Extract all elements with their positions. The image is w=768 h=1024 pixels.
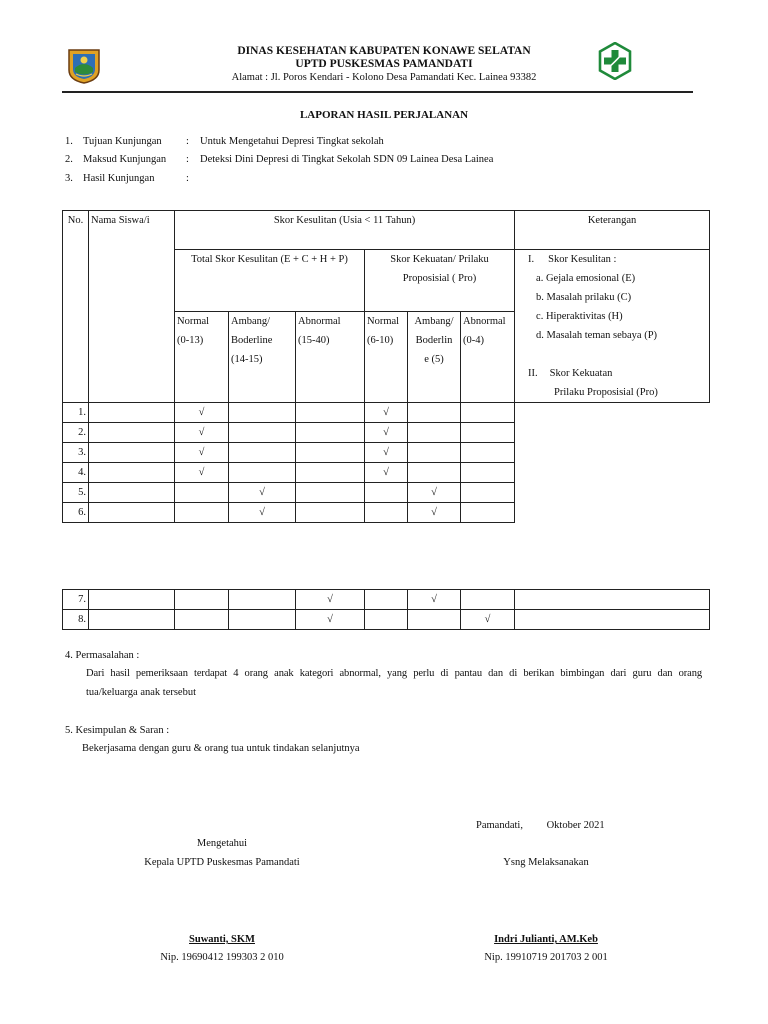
problem-text-line2: tua/keluarga anak tersebut bbox=[86, 687, 197, 698]
problem-label: 4. Permasalahan : bbox=[65, 650, 140, 661]
col-name-header: Nama Siswa/i bbox=[89, 211, 175, 403]
empty-cell bbox=[229, 423, 296, 443]
table-row bbox=[63, 483, 710, 503]
ambang-2-header: Ambang/ Boderlin e (5) bbox=[408, 311, 461, 403]
item-sep: : bbox=[186, 173, 189, 184]
row-number: 5. bbox=[63, 483, 89, 503]
keterangan-empty-cell bbox=[515, 610, 710, 630]
checkmark-cell: √ bbox=[408, 590, 461, 610]
problem-text-line1: Dari hasil pemeriksaan terdapat 4 orang anak kategori abnormal, yang perlu di pantau dan di berikan bimbingan dari guru dan orang bbox=[86, 668, 702, 679]
sign-left-title1: Mengetahui bbox=[196, 838, 248, 849]
kekuatan-header-line1: Skor Kekuatan/ Prilaku bbox=[390, 254, 489, 265]
item-label: Tujuan Kunjungan bbox=[83, 136, 162, 147]
ambang-1-header: Ambang/ Boderline (14-15) bbox=[229, 311, 296, 403]
empty-cell bbox=[296, 403, 365, 423]
checkmark-cell: √ bbox=[229, 483, 296, 503]
empty-cell bbox=[365, 610, 408, 630]
ket-no-1: I. bbox=[528, 254, 535, 265]
result-table-continued bbox=[62, 589, 710, 630]
sign-right-nip: Nip. 19910719 201703 2 001 bbox=[484, 952, 608, 963]
checkmark-cell: √ bbox=[175, 403, 229, 423]
ket-b: b. Masalah prilaku (C) bbox=[536, 292, 632, 303]
letterhead-divider bbox=[62, 91, 693, 93]
conclusion-label: 5. Kesimpulan & Saran : bbox=[65, 725, 170, 736]
col-keterangan-header: Keterangan bbox=[515, 211, 710, 250]
checkmark-cell: √ bbox=[175, 423, 229, 443]
item-sep: : bbox=[186, 136, 189, 147]
sign-left-nip: Nip. 19690412 199303 2 010 bbox=[160, 952, 284, 963]
place-date: Pamandati, Oktober 2021 bbox=[476, 820, 605, 831]
sign-right-title: Ysng Melaksanakan bbox=[503, 857, 589, 868]
table-row bbox=[63, 610, 710, 630]
item-no: 3. bbox=[65, 173, 73, 184]
table-row bbox=[63, 423, 710, 443]
empty-cell bbox=[296, 443, 365, 463]
student-name-cell bbox=[89, 423, 175, 443]
empty-cell bbox=[296, 463, 365, 483]
abnormal-1-header: Abnormal (15-40) bbox=[296, 311, 365, 403]
checkmark-cell: √ bbox=[296, 610, 365, 630]
keterangan-empty-cell bbox=[515, 590, 710, 610]
checkmark-cell: √ bbox=[365, 443, 408, 463]
student-name-cell bbox=[89, 463, 175, 483]
sign-left-title2: Kepala UPTD Puskesmas Pamandati bbox=[144, 857, 300, 868]
empty-cell bbox=[296, 483, 365, 503]
row-number: 1. bbox=[63, 403, 89, 423]
empty-cell bbox=[175, 590, 229, 610]
row-number: 7. bbox=[63, 590, 89, 610]
sign-left-name: Suwanti, SKM bbox=[189, 934, 255, 945]
empty-cell bbox=[175, 503, 229, 523]
ket-skor-kesulitan: Skor Kesulitan : bbox=[548, 254, 617, 265]
empty-cell bbox=[365, 590, 408, 610]
empty-cell bbox=[229, 590, 296, 610]
checkmark-cell: √ bbox=[296, 590, 365, 610]
address: Alamat : Jl. Poros Kendari - Kolono Desa Pamandati Kec. Lainea 93382 bbox=[231, 72, 537, 83]
col-skor-header: Skor Kesulitan (Usia < 11 Tahun) bbox=[175, 211, 515, 250]
empty-cell bbox=[365, 483, 408, 503]
unit-name: UPTD PUSKESMAS PAMANDATI bbox=[295, 58, 473, 70]
empty-cell bbox=[229, 610, 296, 630]
table-row bbox=[63, 590, 710, 610]
normal-2-header: Normal (6-10) bbox=[365, 311, 408, 403]
empty-cell bbox=[461, 590, 515, 610]
student-name-cell bbox=[89, 483, 175, 503]
abnormal-2-header: Abnormal (0-4) bbox=[461, 311, 515, 403]
agency-name: DINAS KESEHATAN KABUPATEN KONAWE SELATAN bbox=[237, 45, 531, 57]
row-number: 3. bbox=[63, 443, 89, 463]
empty-cell bbox=[175, 483, 229, 503]
checkmark-cell: √ bbox=[365, 463, 408, 483]
empty-cell bbox=[461, 503, 515, 523]
empty-cell bbox=[461, 403, 515, 423]
empty-cell bbox=[408, 610, 461, 630]
checkmark-cell: √ bbox=[175, 463, 229, 483]
empty-cell bbox=[408, 443, 461, 463]
empty-cell bbox=[229, 443, 296, 463]
table-row bbox=[63, 463, 710, 483]
ket-no-2: II. bbox=[528, 368, 538, 379]
empty-cell bbox=[296, 503, 365, 523]
item-label: Maksud Kunjungan bbox=[83, 154, 167, 165]
checkmark-cell: √ bbox=[461, 610, 515, 630]
empty-cell bbox=[461, 483, 515, 503]
student-name-cell bbox=[89, 503, 175, 523]
checkmark-cell: √ bbox=[175, 443, 229, 463]
result-table bbox=[62, 210, 710, 523]
empty-cell bbox=[408, 463, 461, 483]
ket-prilaku: Prilaku Proposisial (Pro) bbox=[554, 387, 658, 398]
checkmark-cell: √ bbox=[408, 503, 461, 523]
checkmark-cell: √ bbox=[365, 423, 408, 443]
row-number: 2. bbox=[63, 423, 89, 443]
conclusion-text: Bekerjasama dengan guru & orang tua untuk tindakan selanjutnya bbox=[82, 743, 360, 754]
empty-cell bbox=[461, 423, 515, 443]
keterangan-cell bbox=[515, 250, 710, 403]
empty-cell bbox=[408, 423, 461, 443]
row-number: 8. bbox=[63, 610, 89, 630]
empty-cell bbox=[296, 423, 365, 443]
table-row bbox=[63, 403, 710, 423]
ket-d: d. Masalah teman sebaya (P) bbox=[536, 330, 658, 341]
empty-cell bbox=[408, 403, 461, 423]
report-title: LAPORAN HASIL PERJALANAN bbox=[299, 109, 469, 121]
student-name-cell bbox=[89, 403, 175, 423]
ket-skor-kekuatan: Skor Kekuatan bbox=[549, 368, 613, 379]
empty-cell bbox=[365, 503, 408, 523]
item-no: 2. bbox=[65, 154, 73, 165]
checkmark-cell: √ bbox=[408, 483, 461, 503]
kekuatan-header-line2: Proposisial ( Pro) bbox=[402, 273, 477, 284]
checkmark-cell: √ bbox=[229, 503, 296, 523]
checkmark-cell: √ bbox=[365, 403, 408, 423]
empty-cell bbox=[175, 610, 229, 630]
ket-c: c. Hiperaktivitas (H) bbox=[536, 311, 623, 322]
table-row bbox=[63, 443, 710, 463]
kekuatan-header bbox=[365, 250, 515, 312]
sign-right-name: Indri Julianti, AM.Keb bbox=[494, 934, 598, 945]
item-no: 1. bbox=[65, 136, 73, 147]
normal-1-header: Normal (0-13) bbox=[175, 311, 229, 403]
table-row bbox=[63, 503, 710, 523]
student-name-cell bbox=[89, 590, 175, 610]
row-number: 4. bbox=[63, 463, 89, 483]
empty-cell bbox=[461, 463, 515, 483]
empty-cell bbox=[229, 463, 296, 483]
item-label: Hasil Kunjungan bbox=[83, 173, 155, 184]
row-number: 6. bbox=[63, 503, 89, 523]
item-sep: : bbox=[186, 154, 189, 165]
student-name-cell bbox=[89, 443, 175, 463]
ket-a: a. Gejala emosional (E) bbox=[536, 273, 636, 284]
empty-cell bbox=[461, 443, 515, 463]
total-skor-header: Total Skor Kesulitan (E + C + H + P) bbox=[175, 250, 365, 312]
empty-cell bbox=[229, 403, 296, 423]
item-value: Untuk Mengetahui Depresi Tingkat sekolah bbox=[200, 136, 384, 147]
col-no-header: No. bbox=[63, 211, 89, 403]
student-name-cell bbox=[89, 610, 175, 630]
item-value: Deteksi Dini Depresi di Tingkat Sekolah SDN 09 Lainea Desa Lainea bbox=[200, 154, 494, 165]
